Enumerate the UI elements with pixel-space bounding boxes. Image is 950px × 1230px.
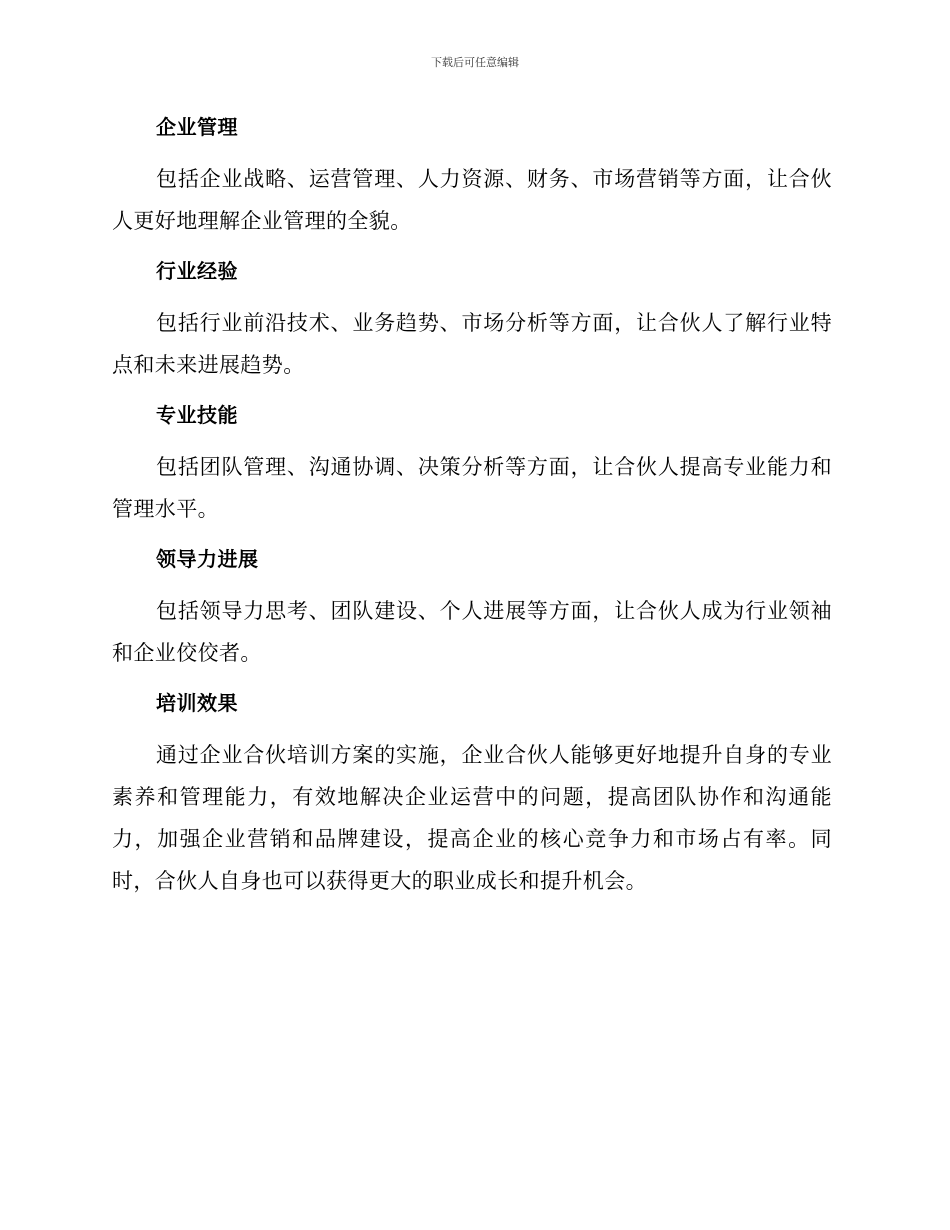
- section-paragraph: 包括团队管理、沟通协调、决策分析等方面，让合伙人提高专业能力和管理水平。: [112, 455, 832, 521]
- section-enterprise-management: [112, 110, 832, 242]
- section-paragraph: 包括领导力思考、团队建设、个人进展等方面，让合伙人成为行业领袖和企业佼佼者。: [112, 599, 832, 665]
- section-heading: 培训效果: [156, 691, 238, 715]
- section-heading: 企业管理: [156, 115, 238, 139]
- section-paragraph: 包括企业战略、运营管理、人力资源、财务、市场营销等方面，让合伙人更好地理解企业管理的全貌。: [112, 167, 832, 233]
- page-header: 下载后可任意编辑: [431, 56, 519, 69]
- section-heading: 专业技能: [156, 403, 238, 427]
- section-industry-experience: [112, 254, 832, 386]
- section-heading: 行业经验: [156, 259, 238, 283]
- section-training-effect: [112, 686, 832, 902]
- section-heading: 领导力进展: [156, 547, 259, 571]
- section-paragraph: 通过企业合伙培训方案的实施，企业合伙人能够更好地提升自身的专业素养和管理能力，有效地解决企业运营中的问题，提高团队协作和沟通能力，加强企业营销和品牌建设，提高企业的核心竞争力和市场占有率。同时，合伙人自身也可以获得更大的职业成长和提升机会。: [112, 743, 832, 893]
- section-leadership-development: [112, 542, 832, 674]
- section-paragraph: 包括行业前沿技术、业务趋势、市场分析等方面，让合伙人了解行业特点和未来进展趋势。: [112, 311, 832, 377]
- section-professional-skills: [112, 398, 832, 530]
- document-content: [112, 110, 832, 914]
